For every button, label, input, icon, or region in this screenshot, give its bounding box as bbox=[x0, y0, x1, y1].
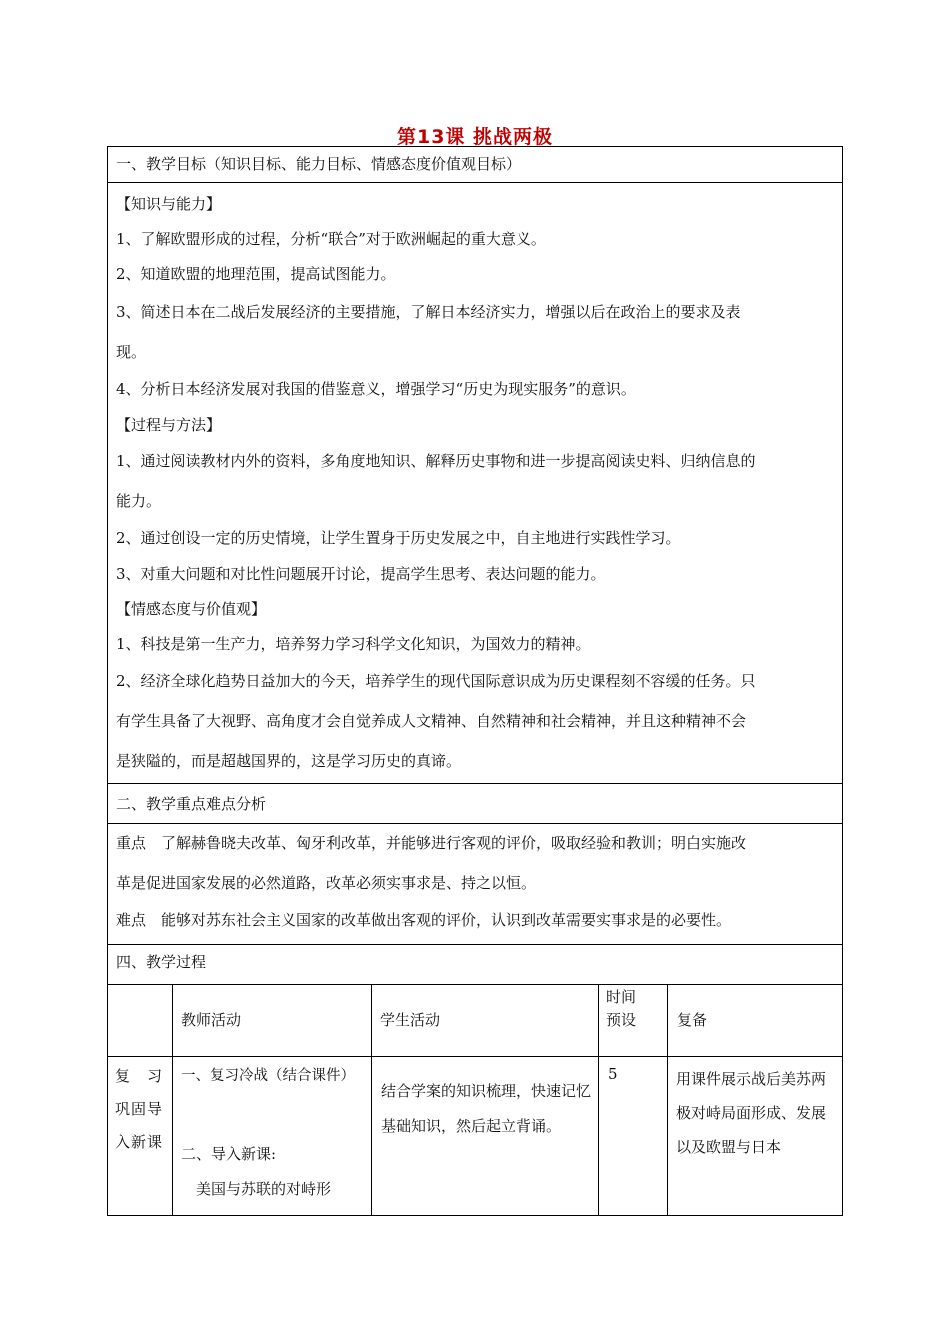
emotion-item: 是狭隘的，而是超越国界的，这是学习历史的真谛。 bbox=[116, 752, 462, 770]
header-student-activity: 学生活动 bbox=[380, 1011, 441, 1029]
knowledge-item: 4、分析日本经济发展对我国的借鉴意义，增强学习“历史为现实服务”的意识。 bbox=[116, 380, 636, 398]
section-heading-objectives: 一、教学目标（知识目标、能力目标、情感态度价值观目标） bbox=[116, 155, 522, 173]
row-divider bbox=[107, 984, 843, 985]
time-value: 5 bbox=[608, 1065, 618, 1083]
row-divider bbox=[107, 944, 843, 945]
prep-cell: 用课件展示战后美苏两极对峙局面形成、发展以及欧盟与日本 bbox=[676, 1070, 827, 1156]
page-title: 第13课 挑战两极 bbox=[396, 126, 554, 148]
teacher-activity-line: 美国与苏联的对峙形 bbox=[181, 1180, 332, 1198]
section-heading-process: 四、教学过程 bbox=[116, 953, 207, 971]
student-activity-cell: 结合学案的知识梳理，快速记忆基础知识，然后起立背诵。 bbox=[381, 1082, 592, 1135]
process-item: 能力。 bbox=[116, 492, 162, 510]
row-divider bbox=[107, 823, 843, 824]
section-heading-key-points: 二、教学重点难点分析 bbox=[116, 795, 267, 813]
key-point-line: 革是促进国家发展的必然道路，改革必须实事求是、持之以恒。 bbox=[116, 874, 537, 892]
teacher-activity-line: 二、导入新课: bbox=[181, 1145, 277, 1163]
process-item: 1、通过阅读教材内外的资料，多角度地知识、解释历史事物和进一步提高阅读史料、归纳信息的 bbox=[116, 452, 756, 470]
header-teacher-activity: 教师活动 bbox=[181, 1011, 242, 1029]
emotion-item: 2、经济全球化趋势日益加大的今天，培养学生的现代国际意识成为历史课程刻不容缓的任务。只 bbox=[116, 672, 756, 690]
process-item: 3、对重大问题和对比性问题展开讨论，提高学生思考、表达问题的能力。 bbox=[116, 565, 606, 583]
column-divider bbox=[598, 984, 599, 1216]
key-point-line: 重点 了解赫鲁晓夫改革、匈牙利改革，并能够进行客观的评价，吸取经验和教训；明白实施改 bbox=[116, 834, 747, 852]
header-prep: 复备 bbox=[677, 1011, 708, 1029]
header-time: 时间预设 bbox=[606, 988, 637, 1029]
subheading-emotion: 【情感态度与价值观】 bbox=[116, 600, 267, 618]
stage-cell: 复 习巩固导 入新课 bbox=[115, 1067, 180, 1151]
difficult-point-line: 难点 能够对苏东社会主义国家的改革做出客观的评价，认识到改革需要实事求是的必要性。 bbox=[116, 911, 732, 929]
row-divider bbox=[107, 182, 843, 183]
process-item: 2、通过创设一定的历史情境，让学生置身于历史发展之中，自主地进行实践性学习。 bbox=[116, 529, 681, 547]
knowledge-item: 2、知道欧盟的地理范围，提高试图能力。 bbox=[116, 265, 396, 283]
subheading-knowledge: 【知识与能力】 bbox=[116, 195, 222, 213]
column-divider bbox=[667, 984, 668, 1216]
subheading-process: 【过程与方法】 bbox=[116, 416, 222, 434]
column-divider bbox=[371, 984, 372, 1216]
knowledge-item: 现。 bbox=[116, 343, 147, 361]
knowledge-item: 3、简述日本在二战后发展经济的主要措施，了解日本经济实力，增强以后在政治上的要求及表 bbox=[116, 303, 741, 321]
teacher-activity-line: 一、复习冷战（结合课件） bbox=[181, 1068, 355, 1084]
knowledge-item: 1、了解欧盟形成的过程，分析“联合”对于欧洲崛起的重大意义。 bbox=[116, 230, 546, 248]
row-divider bbox=[107, 1056, 843, 1057]
emotion-item: 1、科技是第一生产力，培养努力学习科学文化知识，为国效力的精神。 bbox=[116, 635, 591, 653]
emotion-item: 有学生具备了大视野、高角度才会自觉养成人文精神、自然精神和社会精神，并且这种精神不会 bbox=[116, 712, 747, 730]
row-divider bbox=[107, 783, 843, 784]
